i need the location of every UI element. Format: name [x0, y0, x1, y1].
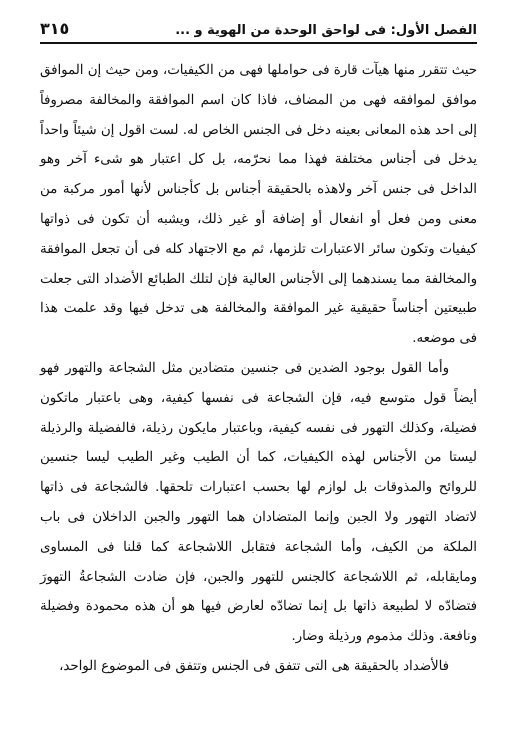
paragraph-2: وأما القول بوجود الضدين فى جنسين متضادين مثل الشجاعة والتهور فهو أيضاً قول متوسع فيه، فإن الشجاعة فى نفسها كيفية، وهى باعتبار ماتكون فضيلة، وكذلك التهور فى نفسه كيفية، وباعتبار مايكون رذيلة، فالفضيلة والرذيلة ليستا من الأجناس لهذه الكيفيات، كما أن الطيب وغير الطيب ليسا جنسين للروائح والمذوقات بل لوازم لها بحسب اعتبارات تلحقها. فالشجاعة فى ذاتها لاتضاد التهور ولا الجبن وإنما المتضادان هما التهور والجبن الداخلان فى باب الملكة من الكيف، وأما الشجاعة فتقابل اللاشجاعة كما قلنا فى المساوى ومايقابله، ثم اللاشجاعة كالجنس للتهور والجبن، فإن ضادت الشجاعةُ التهورَ فتضادّه لا لطبيعة ذاتها بل إنما تضادّه لعارض فيها هو أن هذه محمودة وفضيلة ونافعة. وذلك مذموم ورذيلة وضار.	[40, 360, 477, 645]
running-title: الفصل الأول: فى لواحق الوحدة من الهوية و ...	[175, 23, 477, 38]
body-text	[40, 56, 477, 682]
page-header	[40, 14, 477, 38]
page-number: ٣١٥	[40, 19, 70, 38]
paragraph-3: فالأضداد بالحقيقة هى التى تتفق فى الجنس وتتفق فى الموضوع الواحد،	[59, 658, 449, 674]
paragraph-1: حيث تتقرر منها هيآت قارة فى حواملها فهى من الكيفيات، ومن حيث إن الموافق موافق لموافقه فهى من المضاف، فاذا كان اسم الموافقة والمخالفة مصروفاً إلى احد هذه المعانى بعينه دخل فى الجنس الخاص له. لست اقول إن شيئاً واحداً يدخل فى أجناس مختلفة فهذا مما نحرّمه، بل كل اعتبار هو شىء آخر وهو الداخل فى جنس آخر ولاهذه بالحقيقة أجناس بل كأجناس لأنها أمور مركبة من معنى ومن فعل أو انفعال أو إضافة أو غير ذلك، ويشبه أن تكون فى ذواتها كيفيات وتكون سائر الاعتبارات تلزمها، ثم مع الاجتهاد كله فى أن تجعل الموافقة والمخالفة مما يسندهما إلى الأجناس العالية فإن لتلك الطبائع الأضداد التى جعلت طبيعتين أجناساً حقيقية غير الموافقة والمخالفة هى تدخل فيها وقد علمت هذا فى موضعه.	[40, 63, 477, 347]
header-rule	[40, 42, 477, 44]
